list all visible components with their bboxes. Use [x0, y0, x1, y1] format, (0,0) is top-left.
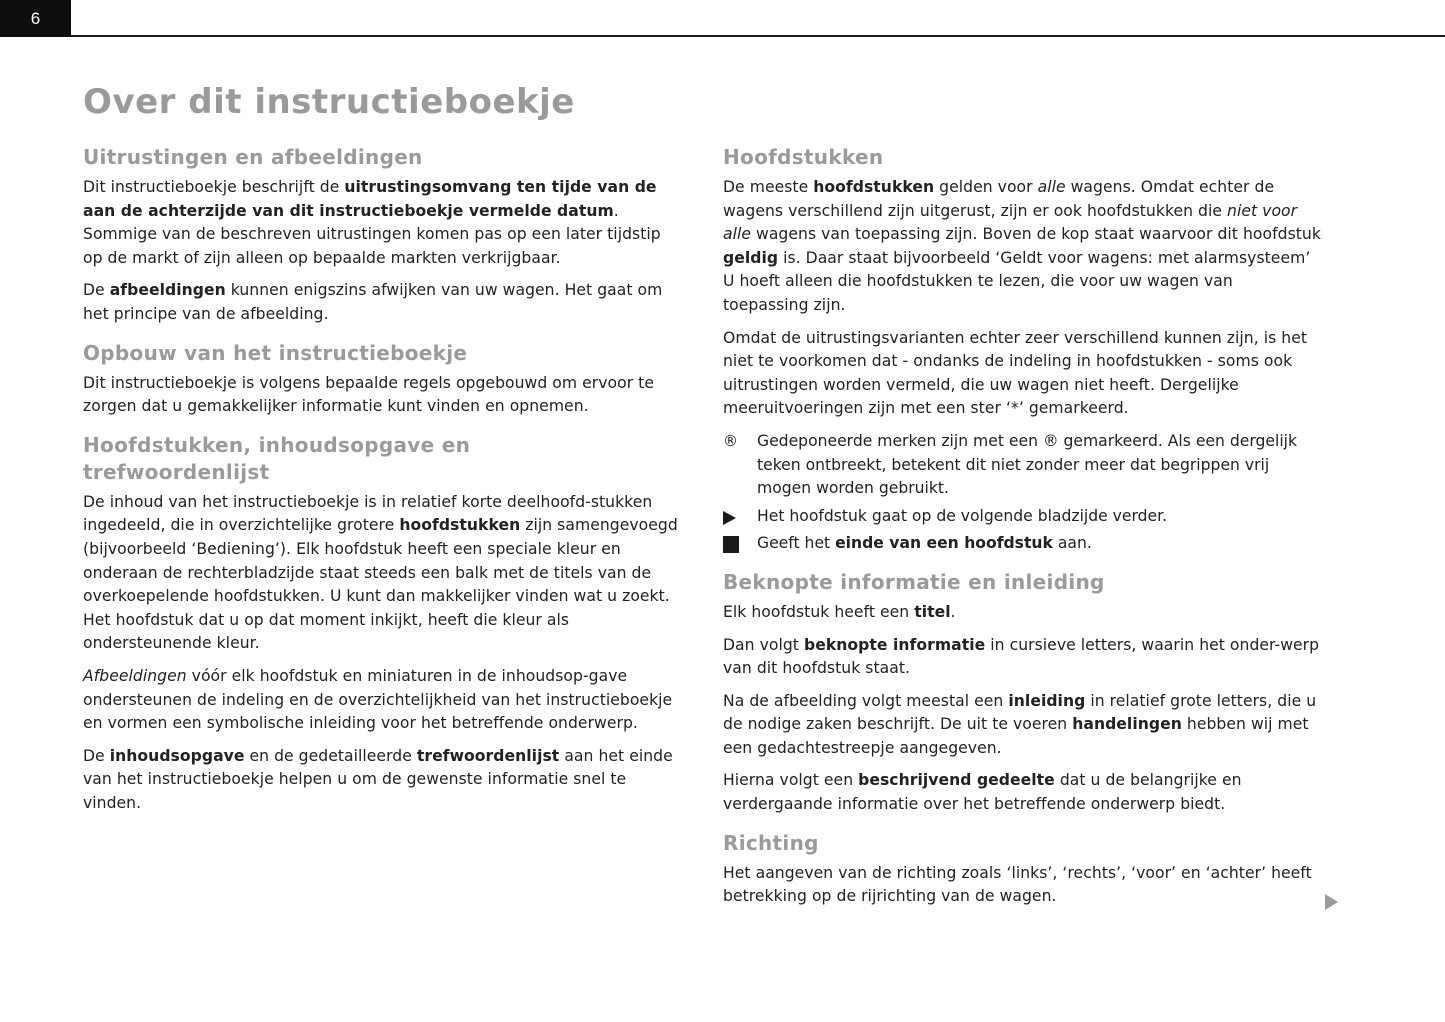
text: en de gedetailleerde — [244, 746, 417, 765]
text: Elk hoofdstuk heeft een — [723, 602, 915, 621]
paragraph-hoofdstukken-2: Omdat de uitrustingsvarianten echter zeer verschillend kunnen zijn, is het niet te voorkomen dat - ondanks de indeling in hoofdstukken - soms ook uitrustingen worden vermeld, die uw wagen niet heeft. Dergelijke meeruitvoeringen zijn met een ster ‘*’ gemarkeerd. — [723, 328, 1308, 418]
legend-text — [757, 534, 1092, 552]
paragraph-uitrustingen-2 — [83, 279, 683, 326]
bold-text: hoofdstukken — [813, 178, 935, 196]
paragraph-richting: Het aangeven van de richting zoals ‘links’, ‘rechts’, ‘voor’ en ‘achter’ heeft betrekking op de rijrichting van de wagen. — [723, 863, 1312, 906]
bold-text: trefwoordenlijst — [416, 746, 560, 765]
bold-text: hoofdstukken — [399, 516, 521, 535]
text: aan. — [1052, 534, 1092, 553]
section-heading-inhoudsopgave: Hoofdstukken, inhoudsopgave en trefwoordenlijst — [83, 432, 471, 484]
right-column — [723, 144, 1323, 918]
bold-text: titel — [914, 602, 951, 621]
text: dat u de belangrijke en verdergaande informatie over het betreffende onderwerp biedt. — [723, 771, 1242, 814]
bold-text: inhoudsopgave — [109, 746, 245, 765]
italic-text: Afbeeldingen — [83, 666, 187, 685]
next-page-arrow-icon — [1325, 894, 1338, 910]
bold-text: handelingen — [1072, 715, 1182, 734]
text: hebben wij met een gedachtestreepje aangegeven. — [723, 715, 1309, 757]
text: De — [83, 746, 110, 765]
bold-text: geldig — [723, 248, 779, 267]
bold-text: einde van een hoofdstuk — [835, 534, 1053, 553]
paragraph-inhoudsopgave-2 — [83, 665, 683, 736]
page-number: 6 — [0, 0, 71, 37]
text: gelden voor — [934, 178, 1038, 196]
text: De — [83, 281, 110, 300]
paragraph-inhoudsopgave-3 — [83, 745, 683, 816]
section-heading-uitrustingen: Uitrustingen en afbeeldingen — [83, 145, 423, 169]
legend-text: Het hoofdstuk gaat op de volgende bladzijde verder. — [757, 506, 1168, 525]
text: in relatief grote letters, die u de nodige zaken beschrijft. De uit te voeren — [723, 691, 1317, 734]
paragraph-beknopte-2 — [723, 634, 1323, 681]
bold-text: afbeeldingen — [109, 281, 226, 300]
triangle-right-icon — [723, 511, 736, 525]
text: Dan volgt — [723, 635, 804, 654]
legend-item-continue — [723, 505, 1323, 529]
left-column — [83, 144, 683, 824]
symbol-legend — [723, 430, 1323, 556]
bold-text: uitrustingsomvang ten tijde van de aan de achterzijde van dit instructieboekje vermelde datum — [83, 178, 657, 220]
bold-text: beschrijvend gedeelte — [858, 771, 1055, 790]
text: De inhoud van het instructieboekje is in relatief korte deelhoofd-stukken ingedeeld, die in overzichtelijke grotere — [83, 492, 653, 535]
legend-text: Gedeponeerde merken zijn met een ® gemarkeerd. Als een dergelijk teken ontbreekt, betekent dit niet zonder meer dat begrippen vrij mogen worden gebruikt. — [757, 431, 1298, 498]
paragraph-beknopte-3 — [723, 690, 1323, 761]
text: vóór elk hoofdstuk en miniaturen in de inhoudsop-gave ondersteunen de indeling en de overzichtelijkheid van het instructieboekje en vormen een symbolische inleiding voor het betreffende onderwerp. — [83, 666, 673, 733]
italic-text: alle — [1037, 178, 1066, 196]
text: zijn samengevoegd (bijvoorbeeld ‘Bediening’). Elk hoofdstuk heeft een speciale kleur en onderaan de rechterbladzijde staat steeds een balk met de titels van de overkoepelende hoofdstukken. U kunt dan makkelijker vinden wat u zoekt. Het hoofdstuk dat u op dat moment inkijkt, heeft die kleur als ondersteunende kleur. — [83, 516, 678, 653]
section-heading-beknopte: Beknopte informatie en inleiding — [723, 569, 1105, 594]
paragraph-hoofdstukken-1 — [723, 176, 1323, 318]
section-heading-richting: Richting — [723, 830, 819, 855]
paragraph-opbouw: Dit instructieboekje is volgens bepaalde regels opgebouwd om ervoor te zorgen dat u gemakkelijker informatie kunt vinden en opnemen. — [83, 373, 654, 416]
section-heading-opbouw: Opbouw van het instructieboekje — [83, 340, 468, 365]
section-heading-hoofdstukken: Hoofdstukken — [723, 145, 884, 169]
text: in cursieve letters, waarin het onder-werp van dit hoofdstuk staat. — [723, 635, 1320, 678]
bold-text: inleiding — [1008, 691, 1086, 710]
paragraph-beknopte-4 — [723, 769, 1323, 816]
text: De meeste — [723, 178, 814, 196]
text: Na de afbeelding volgt meestal een — [723, 691, 1009, 710]
text: . Sommige van de beschreven uitrustingen komen pas op een later tijdstip op de markt of zijn alleen op bepaalde markten verkrijgbaar. — [83, 201, 661, 267]
text: wagens van toepassing zijn. Boven de kop staat waarvoor dit hoofdstuk — [751, 225, 1321, 244]
paragraph-inhoudsopgave-1 — [83, 491, 683, 656]
text: Hierna volgt een — [723, 771, 859, 790]
text: kunnen enigszins afwijken van uw wagen. Het gaat om het principe van de afbeelding. — [83, 281, 663, 323]
paragraph-uitrustingen-1 — [83, 176, 683, 270]
registered-icon: ® — [723, 431, 738, 450]
legend-item-end — [723, 532, 1323, 556]
square-stop-icon — [723, 536, 739, 553]
text: wagens. Omdat echter de wagens verschillend zijn uitgerust, zijn er ook hoofdstukken die — [723, 178, 1275, 220]
text: is. Daar staat bijvoorbeeld ‘Geldt voor wagens: met alarmsysteem’ U hoeft alleen die hoofdstukken te lezen, die voor uw wagen van toepassing zijn. — [723, 248, 1311, 314]
text: Dit instructieboekje beschrijft de — [83, 178, 345, 196]
header-rule — [71, 35, 1445, 37]
italic-text: niet voor alle — [723, 201, 1298, 244]
page-title: Over dit instructieboekje — [83, 82, 575, 122]
text: aan het einde van het instructieboekje helpen u om de gewenste informatie snel te vinden. — [83, 746, 673, 812]
bold-text: beknopte informatie — [803, 635, 986, 654]
text: . — [950, 602, 956, 621]
paragraph-beknopte-1 — [723, 601, 1323, 625]
legend-item-registered — [723, 430, 1323, 501]
text: Geeft het — [757, 534, 836, 553]
